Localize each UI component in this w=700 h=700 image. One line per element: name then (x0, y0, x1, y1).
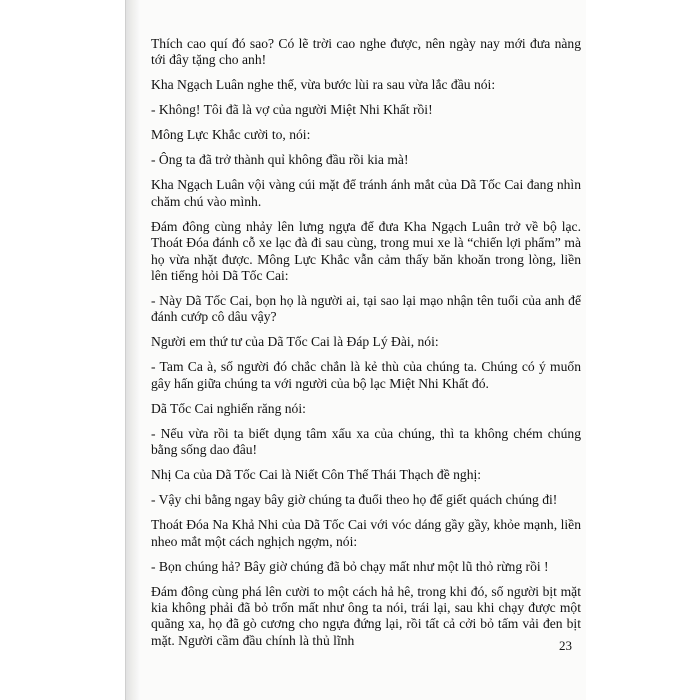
paragraph: - Tam Ca à, số người đó chắc chắn là kẻ thù của chúng ta. Chúng có ý muốn gây hấn giữa chúng ta với người của bộ lạc Miệt Nhi Khất đó. (151, 359, 585, 391)
paragraph: - Vậy chi bằng ngay bây giờ chúng ta đuổi theo họ để giết quách chúng đi! (151, 492, 558, 508)
paragraph: - Nếu vừa rồi ta biết dụng tâm xấu xa của chúng, thì ta không chém chúng bằng sống dao đâu! (151, 425, 585, 458)
paragraph: Đám đông cùng phá lên cười to một cách hả hê, trong khi đó, số người bịt mặt kia không phải đã bỏ trốn mất như ông ta nói, trái lại, sau khi chạy được một quãng xa, họ đã gò cương cho ngựa đứng lại, rồi tất cả cởi bỏ tấm vải đen bịt mặt. Người cầm đầu chính là thủ lĩnh (151, 583, 585, 648)
paragraph: - Này Dã Tốc Cai, bọn họ là người ai, tại sao lại mạo nhận tên tuổi của anh để đánh cướp cô dâu vậy? (151, 293, 585, 325)
paragraph: Mông Lực Khắc cười to, nói: (151, 127, 311, 143)
paragraph: Thoát Đóa Na Khả Nhi của Dã Tốc Cai với vóc dáng gầy gầy, khỏe mạnh, liền nheo mắt một cách nghịch ngợm, nói: (151, 517, 585, 549)
paragraph: Đám đông cùng nhảy lên lưng ngựa để đưa Kha Ngạch Luân trở về bộ lạc. Thoát Đóa đánh cỗ xe lạc đà đi sau cùng, trong mui xe là “chiến lợi phẩm” mà họ vừa nhặt được. Mông Lực Khắc vẫn cảm thấy băn khoăn trong lòng, liền lên tiếng hỏi Dã Tốc Cai: (151, 218, 585, 284)
paragraph: Nhị Ca của Dã Tốc Cai là Niết Côn Thế Thái Thạch đề nghị: (151, 467, 482, 483)
paragraph: Người em thứ tư của Dã Tốc Cai là Đáp Lý Đài, nói: (151, 334, 439, 350)
left-margin-background (0, 0, 126, 700)
paragraph: - Ông ta đã trở thành quỉ không đầu rồi kia mà! (151, 152, 409, 168)
right-margin-background (586, 0, 700, 700)
page-text-block (151, 36, 585, 655)
paragraph: Dã Tốc Cai nghiến răng nói: (151, 400, 306, 416)
gutter-shadow (126, 0, 140, 700)
paragraph: - Bọn chúng hả? Bây giờ chúng đã bỏ chạy mất như một lũ thỏ rừng rồi ! (151, 558, 549, 574)
paragraph: - Không! Tôi đã là vợ của người Miệt Nhi Khất rồi! (151, 102, 433, 118)
book-page (126, 0, 586, 700)
paragraph: Kha Ngạch Luân vội vàng cúi mặt để tránh ánh mắt của Dã Tốc Cai đang nhìn chăm chú vào mình. (151, 177, 585, 209)
page-number: 23 (559, 638, 572, 653)
paragraph: Kha Ngạch Luân nghe thế, vừa bước lùi ra sau vừa lắc đầu nói: (151, 77, 496, 93)
paragraph: Thích cao quí đó sao? Có lẽ trời cao nghe được, nên ngày nay mới đưa nàng tới đây tặng cho anh! (151, 36, 585, 68)
